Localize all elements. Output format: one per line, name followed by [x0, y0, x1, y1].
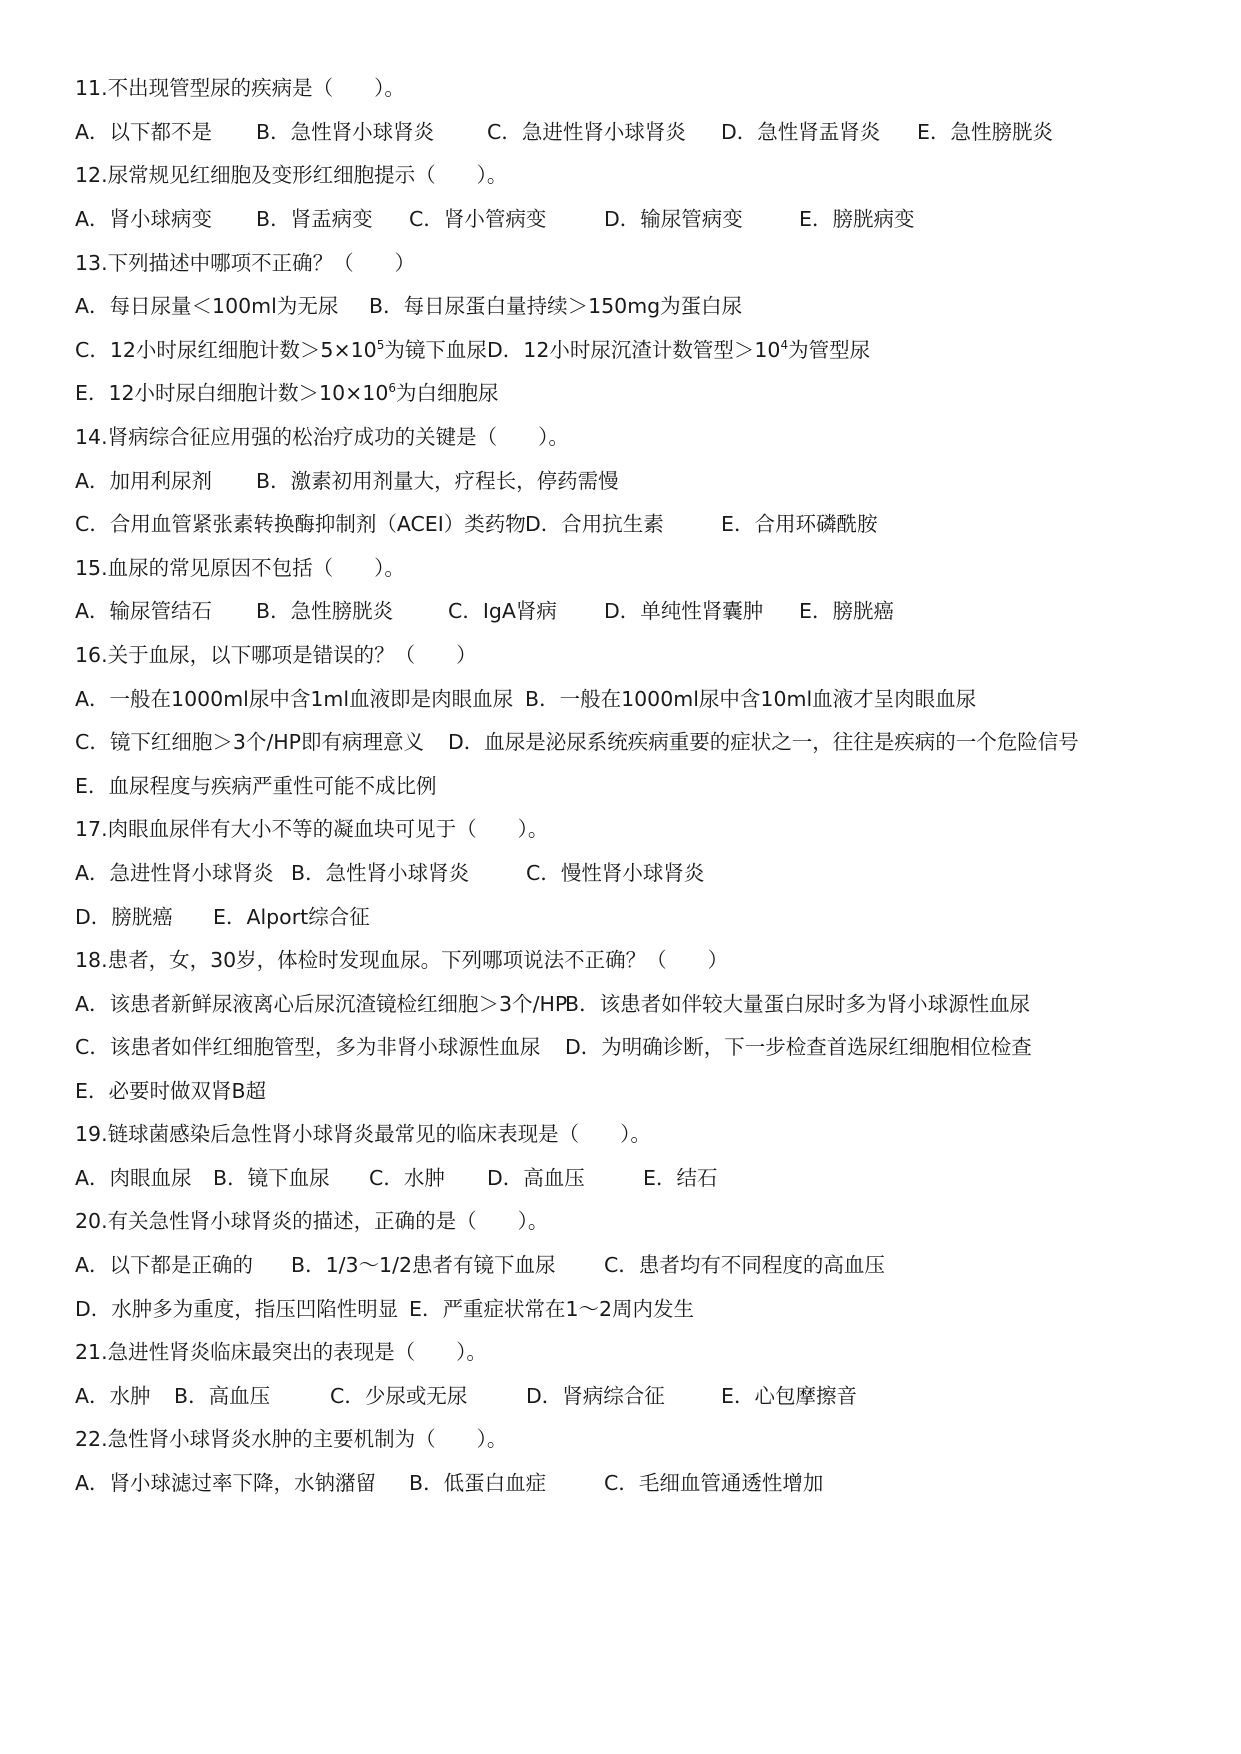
question-20-stem: 20.有关急性肾小球肾炎的描述，正确的是（ ）。 — [75, 1209, 549, 1233]
option-e[interactable]: E．严重症状常在1～2周内发生 — [409, 1297, 695, 1321]
option-c[interactable]: C．IgA肾病 — [448, 599, 557, 623]
option-b[interactable]: B．该患者如伴较大量蛋白尿时多为肾小球源性血尿 — [565, 992, 1031, 1016]
option-a[interactable]: A．急进性肾小球肾炎 — [75, 861, 274, 885]
option-c[interactable]: C．镜下红细胞＞3个/HP即有病理意义 — [75, 730, 425, 754]
question-16-stem: 16.关于血尿，以下哪项是错误的？（ ） — [75, 643, 477, 667]
option-d[interactable]: D．急性肾盂肾炎 — [721, 120, 881, 144]
question-11-stem: 11.不出现管型尿的疾病是（ ）。 — [75, 76, 405, 100]
option-b[interactable]: B．肾盂病变 — [256, 207, 373, 231]
option-e[interactable]: E．心包摩擦音 — [721, 1384, 857, 1408]
option-d[interactable]: D．水肿多为重度，指压凹陷性明显 — [75, 1297, 399, 1321]
option-d[interactable]: D．单纯性肾囊肿 — [604, 599, 764, 623]
option-c[interactable]: C．急进性肾小球肾炎 — [487, 120, 686, 144]
option-e[interactable]: E．膀胱病变 — [799, 207, 915, 231]
option-b[interactable]: B．1/3～1/2患者有镜下血尿 — [291, 1253, 556, 1277]
option-c[interactable]: C．水肿 — [369, 1166, 445, 1190]
option-d[interactable]: D．输尿管病变 — [604, 207, 743, 231]
option-c[interactable]: C．患者均有不同程度的高血压 — [604, 1253, 885, 1277]
option-b[interactable]: B．急性肾小球肾炎 — [256, 120, 435, 144]
option-b[interactable]: B．激素初用剂量大，疗程长，停药需慢 — [256, 469, 619, 493]
option-a[interactable]: A．输尿管结石 — [75, 599, 213, 623]
option-e[interactable]: E．Alport综合征 — [213, 905, 370, 929]
option-c[interactable]: C．毛细血管通透性增加 — [604, 1471, 824, 1495]
option-e[interactable]: E．必要时做双肾B超 — [75, 1079, 267, 1103]
option-d[interactable]: D．合用抗生素 — [525, 512, 664, 536]
option-a[interactable]: A．该患者新鲜尿液离心后尿沉渣镜检红细胞＞3个/HP — [75, 992, 568, 1016]
option-b[interactable]: B．低蛋白血症 — [409, 1471, 547, 1495]
option-a[interactable]: A．肉眼血尿 — [75, 1166, 192, 1190]
option-a[interactable]: A．每日尿量＜100ml为无尿 — [75, 294, 339, 318]
option-d[interactable]: D．12小时尿沉渣计数管型$>10^4$为管型尿 — [487, 338, 871, 362]
option-b[interactable]: B．高血压 — [174, 1384, 271, 1408]
option-c[interactable]: C．少尿或无尿 — [330, 1384, 468, 1408]
question-14-stem: 14.肾病综合征应用强的松治疗成功的关键是（ ）。 — [75, 425, 569, 449]
option-c[interactable]: C．慢性肾小球肾炎 — [526, 861, 705, 885]
option-a[interactable]: A．肾小球滤过率下降，水钠潴留 — [75, 1471, 377, 1495]
question-17-stem: 17.肉眼血尿伴有大小不等的凝血块可见于（ ）。 — [75, 817, 549, 841]
option-c[interactable]: C．合用血管紧张素转换酶抑制剂（ACEI）类药物 — [75, 512, 526, 536]
question-12-stem: 12.尿常规见红细胞及变形红细胞提示（ ）。 — [75, 163, 508, 187]
option-e[interactable]: E．急性膀胱炎 — [917, 120, 1053, 144]
option-c[interactable]: C．肾小管病变 — [409, 207, 547, 231]
option-e[interactable]: E．结石 — [643, 1166, 718, 1190]
option-a[interactable]: A．加用利尿剂 — [75, 469, 213, 493]
question-13-stem: 13.下列描述中哪项不正确？（ ） — [75, 251, 416, 275]
option-d[interactable]: D．高血压 — [487, 1166, 585, 1190]
question-21-stem: 21.急进性肾炎临床最突出的表现是（ ）。 — [75, 1340, 487, 1364]
option-d[interactable]: D．肾病综合征 — [526, 1384, 665, 1408]
question-22-stem: 22.急性肾小球肾炎水肿的主要机制为（ ）。 — [75, 1427, 508, 1451]
option-b[interactable]: B．镜下血尿 — [213, 1166, 330, 1190]
option-a[interactable]: A．水肿 — [75, 1384, 151, 1408]
option-e[interactable]: E．血尿程度与疾病严重性可能不成比例 — [75, 774, 437, 798]
question-19-stem: 19.链球菌感染后急性肾小球肾炎最常见的临床表现是（ ）。 — [75, 1122, 651, 1146]
question-15-stem: 15.血尿的常见原因不包括（ ）。 — [75, 556, 405, 580]
option-a[interactable]: A．一般在1000ml尿中含1ml血液即是肉眼血尿 — [75, 687, 514, 711]
option-c[interactable]: C．12小时尿红细胞计数$>5\times 10^5$为镜下血尿 — [75, 338, 487, 362]
option-e[interactable]: E．膀胱癌 — [799, 599, 894, 623]
option-a[interactable]: A．肾小球病变 — [75, 207, 213, 231]
option-b[interactable]: B．急性膀胱炎 — [256, 599, 394, 623]
option-e[interactable]: E．12小时尿白细胞计数$>10\times 10^6$为白细胞尿 — [75, 381, 499, 405]
option-d[interactable]: D．血尿是泌尿系统疾病重要的症状之一，往往是疾病的一个危险信号 — [448, 730, 1079, 754]
option-d[interactable]: D．膀胱癌 — [75, 905, 173, 929]
question-18-stem: 18.患者，女，30岁，体检时发现血尿。下列哪项说法不正确？（ ） — [75, 948, 729, 972]
option-c[interactable]: C．该患者如伴红细胞管型，多为非肾小球源性血尿 — [75, 1035, 541, 1059]
option-a[interactable]: A．以下都不是 — [75, 120, 213, 144]
option-b[interactable]: B．每日尿蛋白量持续＞150mg为蛋白尿 — [369, 294, 743, 318]
option-e[interactable]: E．合用环磷酰胺 — [721, 512, 878, 536]
option-d[interactable]: D．为明确诊断，下一步检查首选尿红细胞相位检查 — [565, 1035, 1032, 1059]
option-b[interactable]: B．急性肾小球肾炎 — [291, 861, 470, 885]
option-b[interactable]: B．一般在1000ml尿中含10ml血液才呈肉眼血尿 — [525, 687, 977, 711]
option-a[interactable]: A．以下都是正确的 — [75, 1253, 254, 1277]
